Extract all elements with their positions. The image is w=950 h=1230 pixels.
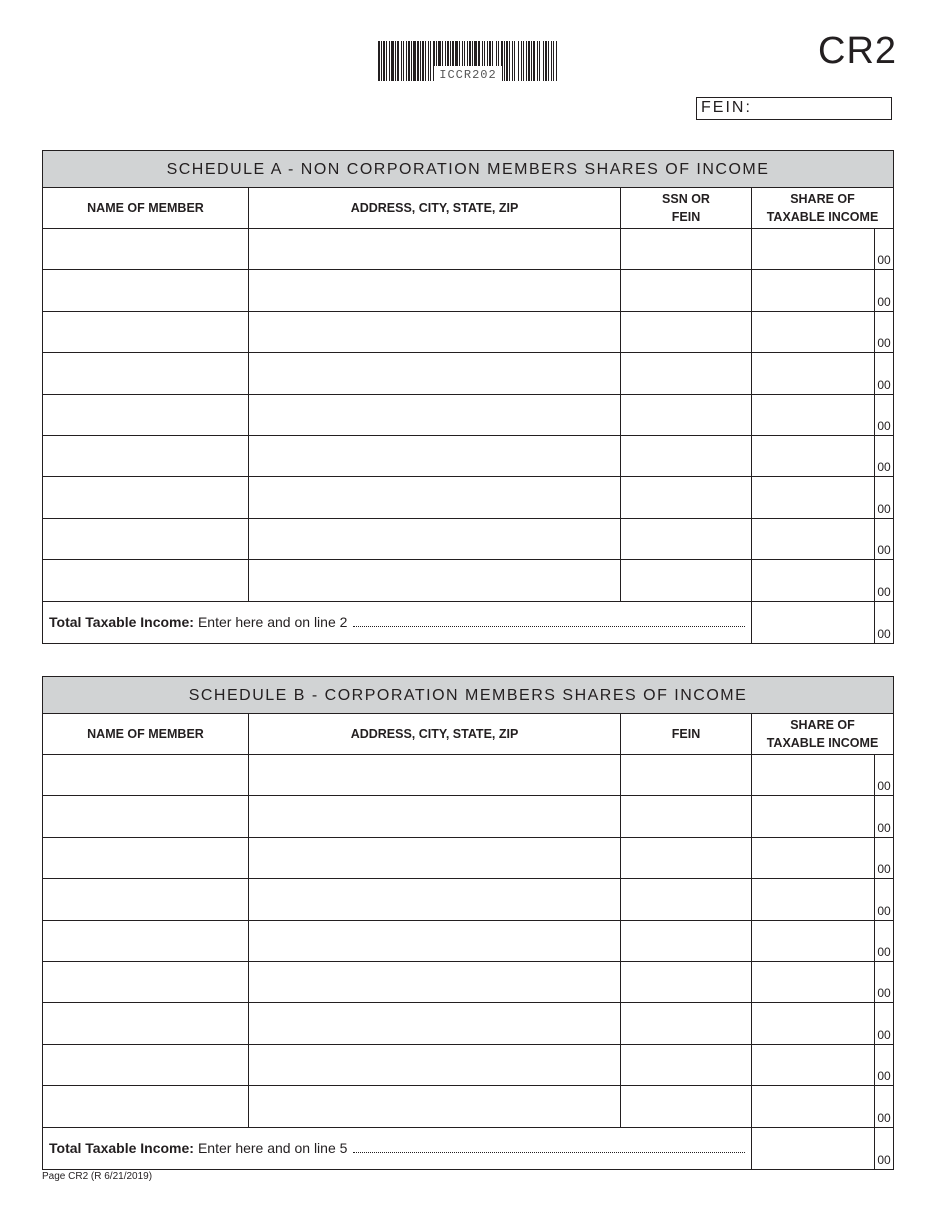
member-address-cell[interactable] [249, 436, 621, 476]
member-name-cell[interactable] [43, 560, 249, 600]
member-name-cell[interactable] [43, 1003, 249, 1043]
member-address-cell[interactable] [249, 879, 621, 919]
member-address-cell[interactable] [249, 353, 621, 393]
member-address-cell[interactable] [249, 270, 621, 310]
schedule-b-total-row [43, 1128, 893, 1169]
member-address-cell[interactable] [249, 962, 621, 1002]
member-address-cell[interactable] [249, 755, 621, 795]
col-header-ssn-fein: SSN OR FEIN [621, 188, 752, 228]
table-row [43, 755, 893, 796]
barcode-text: ICCR202 [439, 68, 497, 81]
member-share-cell[interactable] [752, 560, 893, 600]
col-header-address: ADDRESS, CITY, STATE, ZIP [249, 714, 621, 754]
cents-label: 00 [877, 944, 891, 959]
member-share-cell[interactable] [752, 436, 893, 476]
member-name-cell[interactable] [43, 1045, 249, 1085]
schedule-a-total-label: Total Taxable Income: Enter here and on line 2 [43, 602, 752, 643]
cents-label: 00 [877, 294, 891, 309]
member-name-cell[interactable] [43, 270, 249, 310]
table-row [43, 436, 893, 477]
cents-label: 00 [877, 779, 891, 794]
member-id-cell[interactable] [621, 1086, 752, 1126]
member-address-cell[interactable] [249, 519, 621, 559]
table-row [43, 921, 893, 962]
member-name-cell[interactable] [43, 395, 249, 435]
schedule-a-header [43, 188, 893, 229]
barcode [378, 41, 558, 81]
schedule-b-total-amount[interactable]: 00 [752, 1128, 893, 1169]
col-header-share: SHARE OF TAXABLE INCOME [766, 718, 879, 750]
table-row [43, 229, 893, 270]
schedule-b-header [43, 714, 893, 755]
col-header-share: SHARE OF TAXABLE INCOME [766, 192, 879, 224]
member-address-cell[interactable] [249, 921, 621, 961]
col-header-name: NAME OF MEMBER [43, 188, 249, 228]
member-share-cell[interactable] [752, 312, 893, 352]
member-id-cell[interactable] [621, 229, 752, 269]
member-name-cell[interactable] [43, 436, 249, 476]
table-row [43, 312, 893, 353]
schedule-b-title: SCHEDULE B - CORPORATION MEMBERS SHARES OF INCOME [43, 677, 893, 714]
member-name-cell[interactable] [43, 796, 249, 836]
schedule-b-total-label: Total Taxable Income: Enter here and on line 5 [43, 1128, 752, 1169]
member-address-cell[interactable] [249, 560, 621, 600]
member-address-cell[interactable] [249, 1086, 621, 1126]
member-name-cell[interactable] [43, 353, 249, 393]
table-row [43, 270, 893, 311]
member-share-cell[interactable] [752, 353, 893, 393]
schedule-b [42, 676, 894, 1170]
table-row [43, 560, 893, 601]
member-share-cell[interactable] [752, 755, 893, 795]
table-row [43, 477, 893, 518]
member-id-cell[interactable] [621, 1003, 752, 1043]
table-row [43, 879, 893, 920]
member-address-cell[interactable] [249, 838, 621, 878]
cents-label: 00 [877, 253, 891, 268]
table-row [43, 353, 893, 394]
member-address-cell[interactable] [249, 796, 621, 836]
cents-label: 00 [877, 1110, 891, 1125]
table-row [43, 395, 893, 436]
cents-label: 00 [877, 903, 891, 918]
member-name-cell[interactable] [43, 312, 249, 352]
cents-label: 00 [877, 584, 891, 599]
cents-label: 00 [877, 377, 891, 392]
col-header-address: ADDRESS, CITY, STATE, ZIP [249, 188, 621, 228]
member-id-cell[interactable] [621, 962, 752, 1002]
member-id-cell[interactable] [621, 1045, 752, 1085]
member-name-cell[interactable] [43, 1086, 249, 1126]
table-row [43, 1086, 893, 1127]
member-share-cell[interactable] [752, 1003, 893, 1043]
member-name-cell[interactable] [43, 519, 249, 559]
member-address-cell[interactable] [249, 395, 621, 435]
cents-label: 00 [877, 460, 891, 475]
member-id-cell[interactable] [621, 838, 752, 878]
member-address-cell[interactable] [249, 477, 621, 517]
schedule-a [42, 150, 894, 644]
member-id-cell[interactable] [621, 796, 752, 836]
member-id-cell[interactable] [621, 560, 752, 600]
member-share-cell[interactable] [752, 962, 893, 1002]
col-header-name: NAME OF MEMBER [43, 714, 249, 754]
cents-label: 00 [877, 820, 891, 835]
fein-field[interactable] [696, 97, 892, 120]
table-row [43, 796, 893, 837]
member-share-cell[interactable] [752, 270, 893, 310]
member-share-cell[interactable] [752, 879, 893, 919]
member-id-cell[interactable] [621, 921, 752, 961]
member-share-cell[interactable] [752, 921, 893, 961]
col-header-fein: FEIN [621, 714, 752, 754]
member-address-cell[interactable] [249, 229, 621, 269]
member-id-cell[interactable] [621, 477, 752, 517]
member-id-cell[interactable] [621, 519, 752, 559]
member-id-cell[interactable] [621, 436, 752, 476]
member-share-cell[interactable] [752, 395, 893, 435]
member-address-cell[interactable] [249, 1045, 621, 1085]
member-name-cell[interactable] [43, 921, 249, 961]
member-share-cell[interactable] [752, 229, 893, 269]
member-name-cell[interactable] [43, 962, 249, 1002]
cents-label: 00 [877, 501, 891, 516]
member-share-cell[interactable] [752, 1045, 893, 1085]
table-row [43, 838, 893, 879]
member-name-cell[interactable] [43, 229, 249, 269]
table-row [43, 962, 893, 1003]
member-share-cell[interactable] [752, 1086, 893, 1126]
cents-label: 00 [877, 1069, 891, 1084]
member-id-cell[interactable] [621, 395, 752, 435]
member-id-cell[interactable] [621, 270, 752, 310]
member-id-cell[interactable] [621, 879, 752, 919]
member-name-cell[interactable] [43, 838, 249, 878]
table-row [43, 1045, 893, 1086]
cents-label: 00 [877, 986, 891, 1001]
form-id: CR2 [818, 30, 898, 72]
schedule-a-total-amount[interactable]: 00 [752, 602, 893, 643]
member-name-cell[interactable] [43, 477, 249, 517]
cents-label: 00 [877, 418, 891, 433]
table-row [43, 1003, 893, 1044]
schedule-a-title: SCHEDULE A - NON CORPORATION MEMBERS SHARES OF INCOME [43, 151, 893, 188]
member-id-cell[interactable] [621, 353, 752, 393]
table-row [43, 519, 893, 560]
fein-label: FEIN: [701, 99, 752, 116]
member-id-cell[interactable] [621, 755, 752, 795]
member-address-cell[interactable] [249, 312, 621, 352]
page-footer: Page CR2 (R 6/21/2019) [42, 1171, 153, 1182]
member-name-cell[interactable] [43, 755, 249, 795]
cents-label: 00 [877, 336, 891, 351]
cents-label: 00 [877, 543, 891, 558]
member-share-cell[interactable] [752, 477, 893, 517]
member-share-cell[interactable] [752, 519, 893, 559]
member-id-cell[interactable] [621, 312, 752, 352]
member-share-cell[interactable] [752, 796, 893, 836]
member-address-cell[interactable] [249, 1003, 621, 1043]
member-share-cell[interactable] [752, 838, 893, 878]
cents-label: 00 [877, 1027, 891, 1042]
barcode-image [378, 41, 558, 81]
schedule-a-total-row [43, 602, 893, 643]
cents-label: 00 [877, 862, 891, 877]
member-name-cell[interactable] [43, 879, 249, 919]
